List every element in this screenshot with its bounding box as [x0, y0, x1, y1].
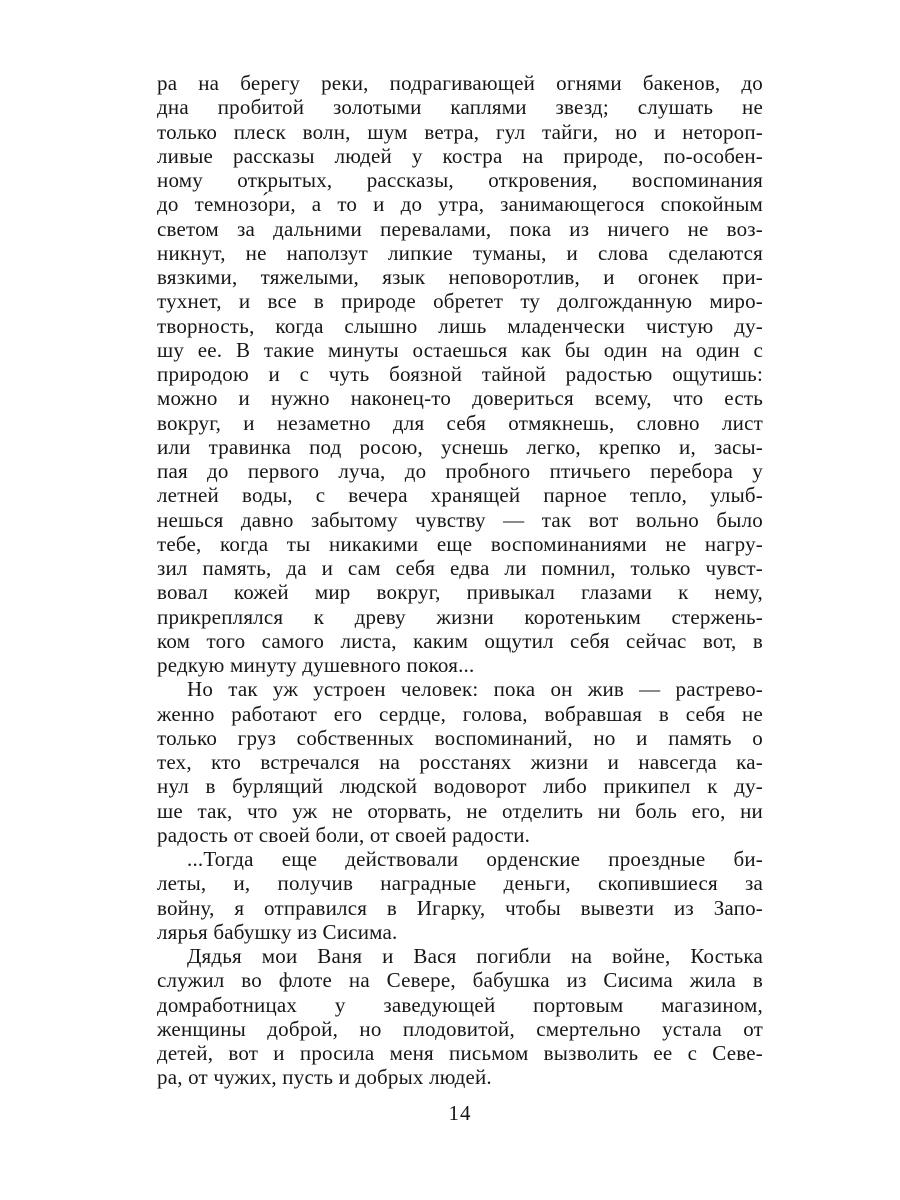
- text-line: вязкими, тяжелыми, язык неповоротлив, и огонек при-: [157, 265, 763, 289]
- text-line: ше так, что уж не оторвать, не отделить ни боль его, ни: [157, 798, 763, 823]
- text-line: тебе, когда ты никакими еще воспоминаниями не нагру-: [157, 531, 763, 556]
- text-line: нул в бурлящий людской водоворот либо прикипел к ду-: [157, 774, 763, 799]
- paragraph: [157, 71, 763, 677]
- paragraph: [157, 677, 763, 847]
- text-line: никнут, не наползут липкие туманы, и слова сделаются: [157, 240, 763, 265]
- text-line: дна пробитой золотыми каплями звезд; слушать не: [157, 95, 763, 120]
- text-line: лярья бабушку из Сисима.: [157, 919, 398, 944]
- text-line: ра на берегу реки, подрагивающей огнями бакенов, до: [157, 71, 763, 95]
- text-line: женщины доброй, но плодовитой, смертельно устала от: [157, 1016, 763, 1041]
- text-line: ливые рассказы людей у костра на природе, по-особен-: [157, 143, 763, 168]
- text-line: прикреплялся к древу жизни коротеньким стержень-: [157, 604, 763, 629]
- text-line: светом за дальними перевалами, пока из ничего не воз-: [157, 216, 763, 241]
- text-line: ному открытых, рассказы, откровения, воспоминания: [157, 168, 763, 192]
- text-line: пая до первого луча, до пробного птичьего перебора у: [157, 459, 763, 483]
- text-line: ...Тогда еще действовали орденские проездные би-: [187, 847, 763, 871]
- text-line: леты, и, получив наградные деньги, скопившиеся за: [157, 871, 763, 896]
- text-line: женно работают его сердце, голова, вобравшая в себя не: [157, 701, 763, 726]
- text-line: редкую минуту душевного покоя...: [157, 653, 475, 677]
- text-line: или травинка под росою, уснешь легко, крепко и, засы-: [157, 434, 763, 459]
- text-line: летней воды, с вечера хранящей парное тепло, улыб-: [157, 483, 763, 508]
- text-line: творность, когда слышно лишь младенчески чистую ду-: [157, 313, 763, 338]
- text-line: войну, я отправился в Игарку, чтобы вывезти из Запо-: [157, 895, 763, 920]
- text-line: вокруг, и незаметно для себя отмякнешь, словно лист: [157, 410, 763, 435]
- text-line: домработницах у заведующей портовым магазином,: [157, 992, 763, 1017]
- text-line: радость от своей боли, от своей радости.: [157, 822, 531, 847]
- text-line: тухнет, и все в природе обретет ту долгожданную миро-: [157, 289, 763, 314]
- text-line: детей, вот и просила меня письмом вызволить ее с Севе-: [157, 1041, 763, 1065]
- text-line: природою и с чуть боязной тайной радостью ощутишь:: [157, 362, 763, 386]
- text-line: служил во флоте на Севере, бабушка из Сисима жила в: [157, 968, 763, 993]
- text-line: можно и нужно наконец-то довериться всему, что есть: [157, 386, 763, 411]
- text-line: ком того самого листа, каким ощутил себя сейчас вот, в: [157, 628, 763, 653]
- paragraph: [157, 847, 763, 944]
- text-line: Но так уж устроен человек: пока он жив — растрево-: [187, 677, 763, 702]
- text-line: шу ее. В такие минуты остаешься как бы один на один с: [157, 337, 763, 362]
- text-line: нешься давно забытому чувству — так вот вольно было: [157, 507, 763, 532]
- text-line: тех, кто встречался на росстанях жизни и навсегда ка-: [157, 750, 763, 774]
- text-line: до темнозо́ри, а то и до утра, занимающегося спокойным: [157, 192, 763, 217]
- page-text-block: [157, 71, 763, 1090]
- text-line: ра, от чужих, пусть и добрых людей.: [157, 1065, 492, 1090]
- page-number: 14: [448, 1101, 472, 1125]
- text-line: вовал кожей мир вокруг, привыкал глазами к нему,: [157, 580, 763, 605]
- text-line: только плеск волн, шум ветра, гул тайги, но и нетороп-: [157, 119, 763, 144]
- text-line: Дядья мои Ваня и Вася погибли на войне, Костька: [187, 944, 763, 968]
- text-line: только груз собственных воспоминаний, но и память о: [157, 725, 763, 750]
- paragraph: [157, 944, 763, 1090]
- text-line: зил память, да и сам себя едва ли помнил, только чувст-: [157, 556, 763, 580]
